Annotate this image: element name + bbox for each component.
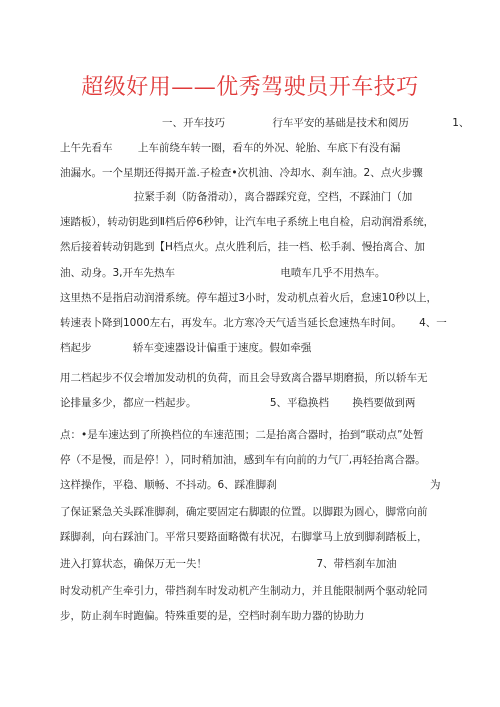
text-segment: 速踏板），转动钥匙到Ⅱ档后停6秒钟，让汽车电子系统上电自检，启动润滑系统，: [60, 216, 435, 228]
text-line: [60, 584, 428, 598]
text-line: [60, 215, 434, 229]
text-line: [60, 478, 441, 492]
text-segment: 油漏水。一个星期还得揭开盖.子检查•次机油、冷却水、刹车油。2、点火步骤: [60, 167, 423, 179]
text-segment: 档起步: [60, 342, 92, 354]
text-segment: 4、一: [419, 317, 447, 329]
text-line: [60, 396, 415, 410]
text-segment: 时发动机产生牵引力，带挡刹车时发动机产生制动力，并且能限制两个驱动轮同: [60, 585, 428, 597]
text-segment: 拉紧手刹（防备滑动），离合器踩究竟，空档，不踩油门（加: [134, 191, 413, 203]
text-line: [60, 453, 426, 467]
text-segment: 换档要做到两: [352, 397, 416, 409]
text-segment: 点：•是车速达到了所换档位的车速范围；二是抬离合器时，抬到“联动点”处暂: [60, 429, 424, 441]
text-line: [60, 557, 397, 571]
text-segment: 为: [430, 479, 441, 491]
text-segment: 这样操作，平稳、顺畅、不抖动。6、踩准脚刹: [60, 479, 277, 491]
text-segment: 转速表卜降到1000左右，再发车。北方寒冷天气适当延长怠速热车时间。: [60, 317, 402, 329]
text-segment: 上车前绕车转一圈，看车的外况、轮胎、车底下有没有漏: [137, 142, 401, 154]
text-line: [60, 291, 437, 305]
text-segment: 停（不是慢，而是停！），同时稍加油，感到车有向前的力气厂,再轻抬离合器。: [60, 454, 426, 466]
document-title: 超级好用——优秀驾驶员开车技巧: [81, 75, 419, 100]
text-line: [60, 240, 425, 254]
text-segment: 7、带档刹车加油: [316, 558, 397, 570]
text-line: [60, 341, 311, 355]
text-line: [60, 166, 423, 180]
text-line: [60, 116, 469, 130]
text-segment: 一、开车技巧: [162, 117, 225, 129]
text-segment: 轿车变速器设计偏重于速度。假如牵强: [132, 342, 312, 354]
text-line: [60, 141, 400, 155]
text-segment: 然后接着转动钥匙到【H档点火。点火胜利后，挂一档、松手刹、慢抬离合、加: [60, 241, 425, 253]
text-segment: 进入打算状态，确保万无一失！: [60, 558, 207, 570]
text-segment: 油、动身。3,开车先热车: [60, 267, 176, 279]
text-segment: 论排量多少，都应一档起步。: [60, 397, 197, 409]
text-segment: 步，防止刹车时跑偏。特殊重要的是，空档时刹车助力器的协助力: [60, 610, 365, 622]
text-line: [60, 428, 424, 442]
text-segment: 行车平安的基础是技术和阅历: [272, 117, 409, 129]
text-line: [60, 505, 428, 519]
text-segment: 5、平稳换档: [269, 397, 330, 409]
text-segment: 用二档起步不仅会增加发动机的负荷，而且会导致离合器早期磨损，所以轿车无: [60, 372, 428, 384]
text-segment: 1、: [452, 117, 470, 129]
text-line: [60, 530, 428, 544]
text-line: [60, 371, 428, 385]
text-line: [60, 316, 447, 330]
text-segment: 上午先看车: [60, 142, 113, 154]
text-line: [60, 190, 412, 204]
text-segment: 电喷车几乎不用热车。: [280, 267, 386, 279]
text-line: [60, 609, 365, 623]
text-segment: 了保证紧急关头踩准脚刹，确定要固定右脚跟的位置。以脚跟为圆心，脚常向前: [60, 506, 428, 518]
text-line: [60, 266, 385, 280]
text-segment: 踩脚刹，向右踩油门。平常只要路面略微有状况，右脚掌马上放到脚刹踏板上，: [60, 531, 428, 543]
text-segment: 这里热不是指启动润滑系统。停车超过3小时，发动机点着火后，怠速10秒以上，: [60, 292, 438, 304]
